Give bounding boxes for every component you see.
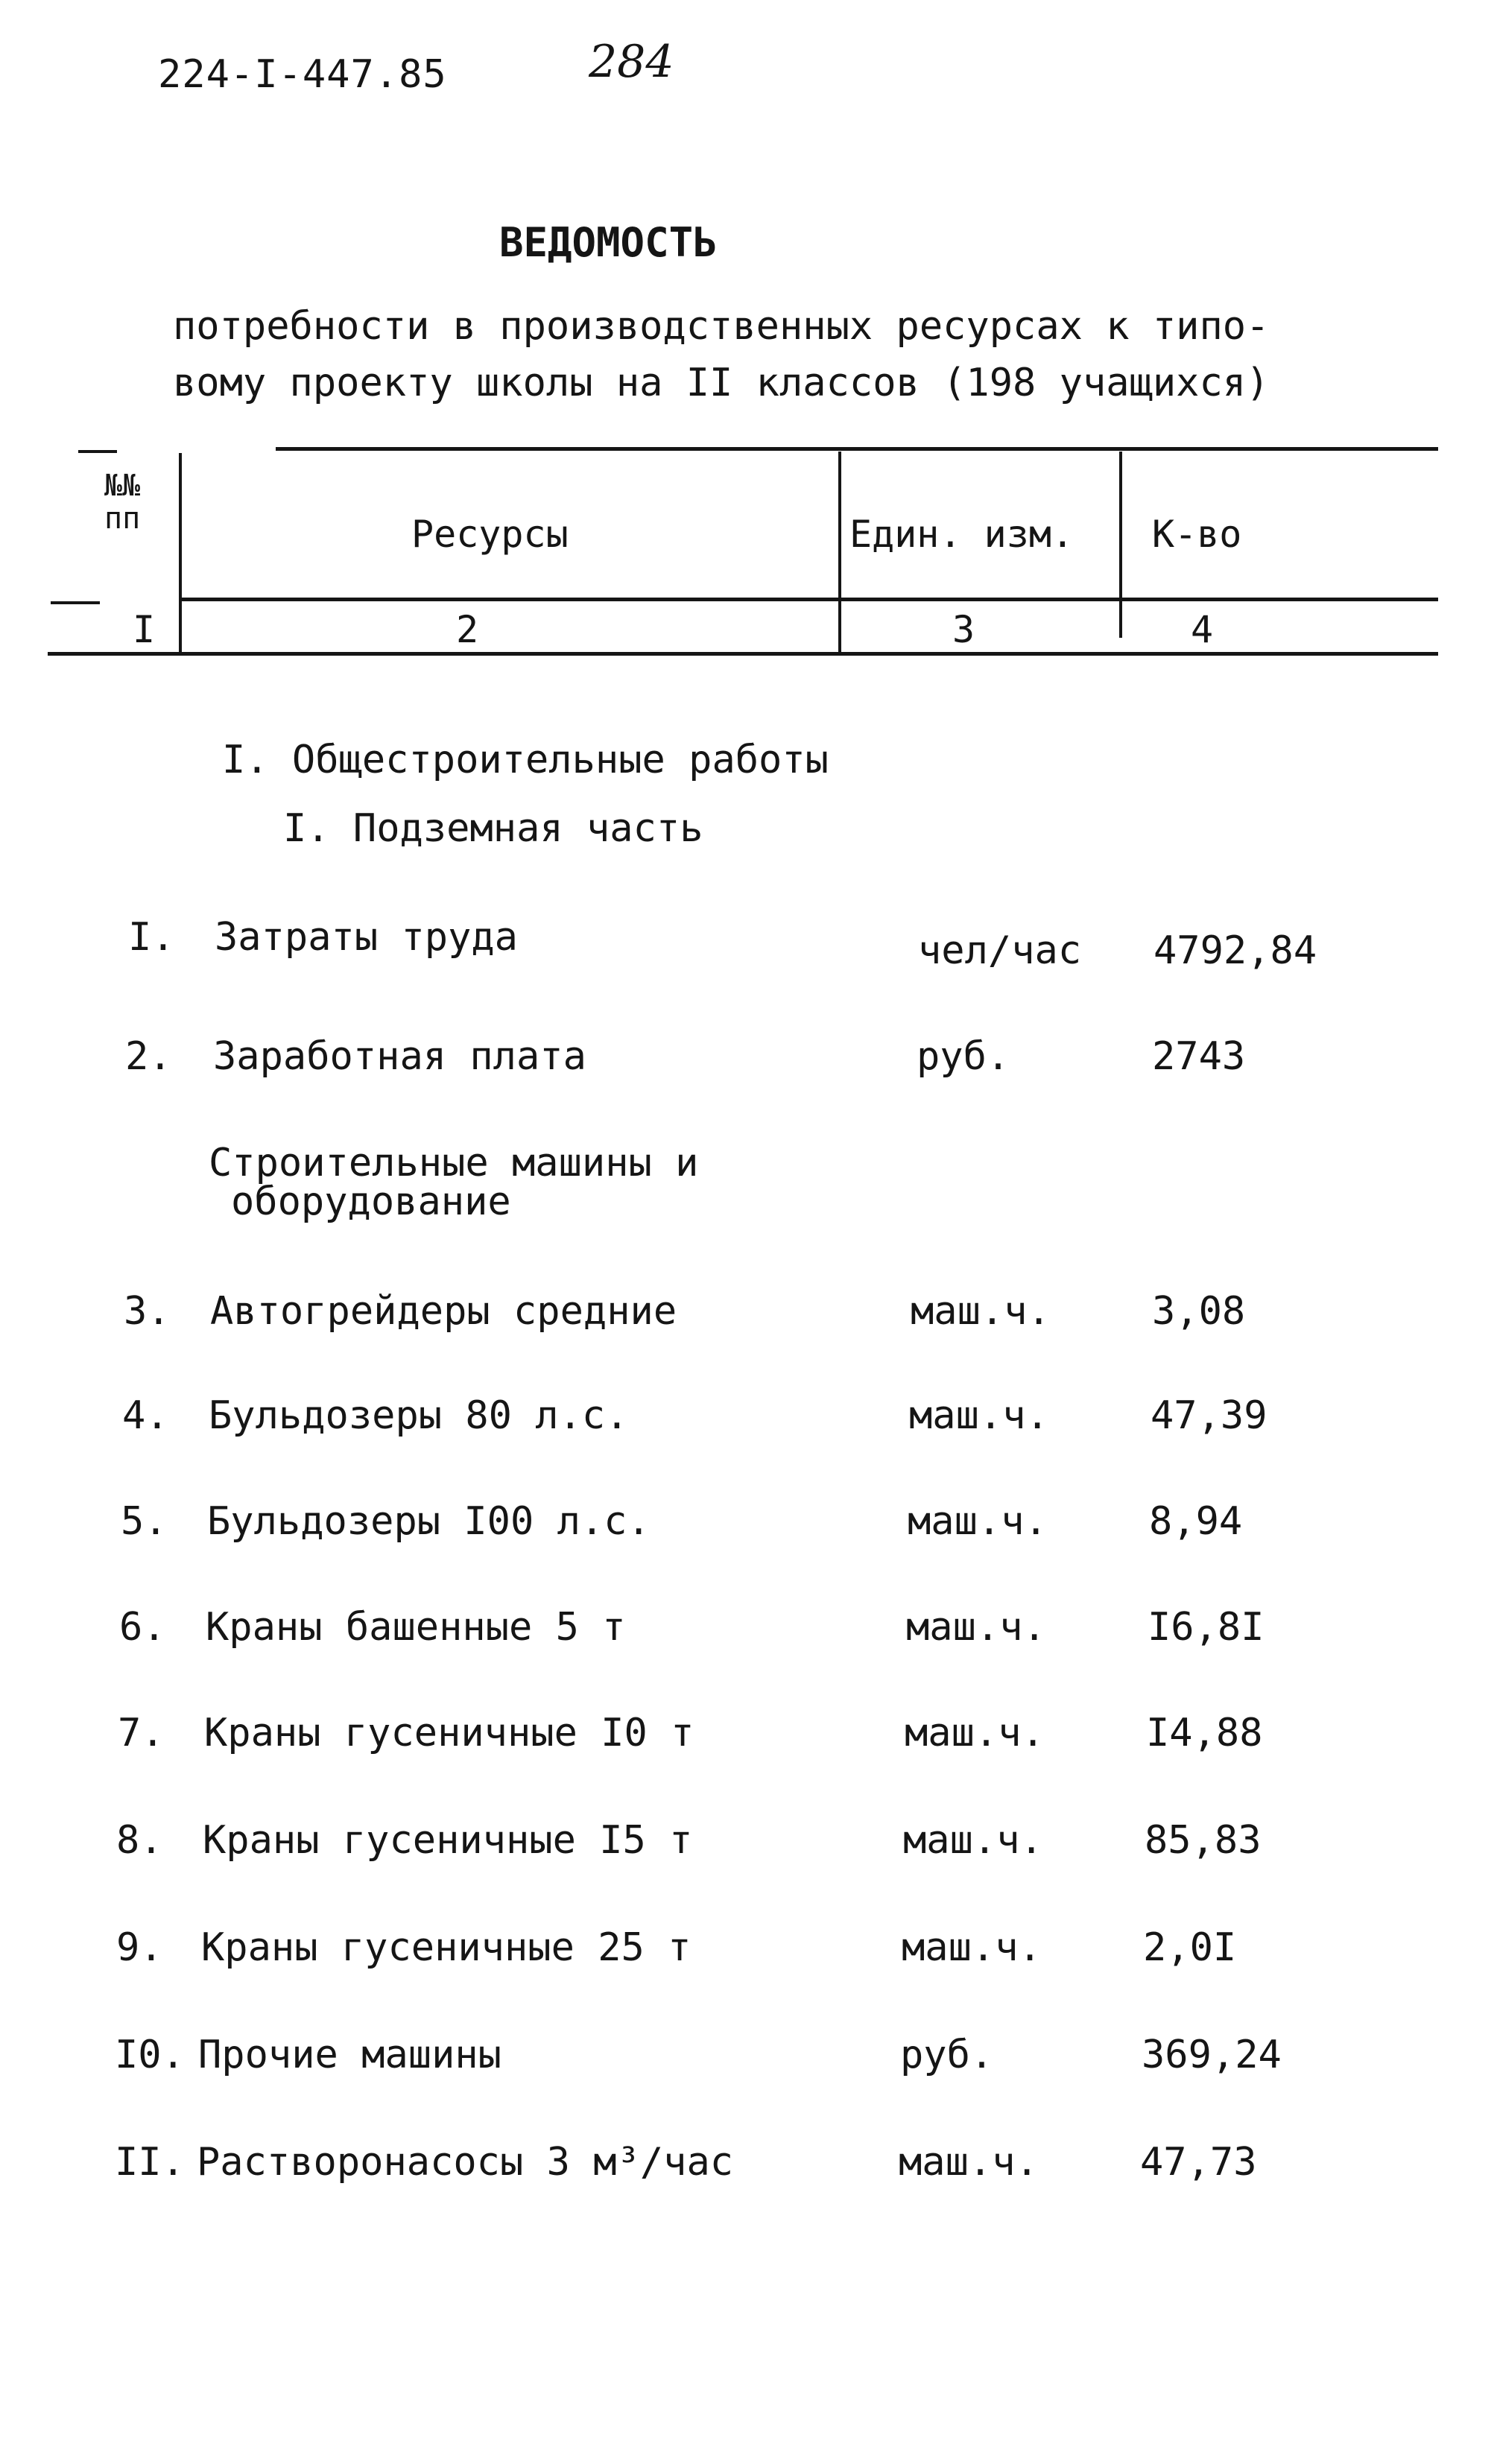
quantity: 47,73 [1140,2140,1257,2185]
table-row [0,1393,1497,1453]
header-divider-2 [838,452,841,653]
row-number: I. [128,915,175,960]
table-row [0,915,1497,975]
resource-name: Затраты труда [215,915,518,960]
resource-name: Краны башенные 5 т [206,1605,626,1650]
subtitle-line-2: вому проекту школы на II классов (198 учащихся) [173,361,1270,405]
section-heading: I. Общестроительные работы [222,738,829,782]
row-number: 9. [116,1925,163,1970]
table-row [0,1605,1497,1665]
resource-name: Автогрейдеры средние [210,1289,677,1334]
document-code: 224-I-447.85 [158,52,447,97]
quantity: 369,24 [1142,2033,1282,2077]
group-label-line-1: Строительные машины и [209,1141,699,1185]
header-col-unit: Един. изм. [849,513,1075,556]
row-number: 2. [125,1034,172,1079]
header-bottom-rule [48,652,1438,656]
quantity: I4,88 [1146,1711,1263,1755]
table-row [0,1499,1497,1559]
resource-name: Растворонасосы 3 м³/час [197,2140,734,2185]
unit: руб. [900,2033,994,2077]
table-row [0,1711,1497,1770]
table-row [0,1925,1497,1985]
resource-name: Краны гусеничные 25 т [201,1925,691,1970]
header-col-number: №№ пп [104,469,141,536]
resource-name: Краны гусеничные I5 т [203,1818,693,1863]
unit: маш.ч. [909,1393,1049,1438]
row-number: 6. [119,1605,166,1650]
document-title: ВЕДОМОСТЬ [499,219,718,266]
row-number: 8. [116,1818,163,1863]
header-divider-3 [1119,452,1122,638]
table-row [0,2033,1497,2092]
resource-name: Бульдозеры I00 л.с. [207,1499,651,1544]
table-row [0,1034,1497,1094]
unit: маш.ч. [905,1711,1045,1755]
resource-name: Краны гусеничные I0 т [204,1711,694,1755]
quantity: 2743 [1152,1034,1246,1079]
unit: маш.ч. [906,1605,1046,1650]
unit: маш.ч. [899,2140,1039,2185]
header-col-resources: Ресурсы [411,513,569,556]
header-divider-1 [179,453,182,653]
subtitle-line-1: потребности в производственных ресурсах к типо- [173,304,1270,349]
group-label [209,1141,699,1224]
group-label-line-2: оборудование [231,1179,511,1224]
column-number-4: 4 [1191,608,1214,651]
header-mid-rule [179,598,1438,601]
header-top-rule-left [78,450,117,453]
header-col-quantity: К-во [1152,513,1242,556]
subsection-heading: I. Подземная часть [283,806,703,851]
quantity: 2,0I [1143,1925,1237,1970]
resource-name: Заработная плата [213,1034,586,1079]
unit: маш.ч. [902,1925,1042,1970]
table-row [0,1818,1497,1878]
quantity: 4792,84 [1153,928,1317,973]
column-number-2: 2 [456,608,479,651]
column-number-3: 3 [952,608,975,651]
unit: руб. [917,1034,1010,1079]
header-mid-rule-left [51,601,100,604]
resource-name: Прочие машины [198,2033,501,2077]
quantity: 47,39 [1151,1393,1267,1438]
column-number-1: I [133,608,156,651]
document-subtitle [173,298,1269,411]
resource-name: Бульдозеры 80 л.с. [209,1393,629,1438]
row-number: 4. [122,1393,169,1438]
unit: маш.ч. [908,1499,1048,1544]
row-number: 5. [121,1499,168,1544]
unit: чел/час [918,928,1082,973]
quantity: 8,94 [1149,1499,1243,1544]
row-number: 7. [118,1711,165,1755]
unit: маш.ч. [911,1289,1051,1334]
table-row [0,1289,1497,1349]
page-number: 284 [589,36,674,88]
quantity: 85,83 [1145,1818,1262,1863]
row-number: 3. [124,1289,171,1334]
quantity: I6,8I [1148,1605,1265,1650]
header-top-rule [276,447,1438,451]
table-row [0,2140,1497,2199]
unit: маш.ч. [903,1818,1043,1863]
quantity: 3,08 [1152,1289,1246,1334]
row-number: I0. [115,2033,185,2077]
row-number: II. [115,2140,185,2185]
